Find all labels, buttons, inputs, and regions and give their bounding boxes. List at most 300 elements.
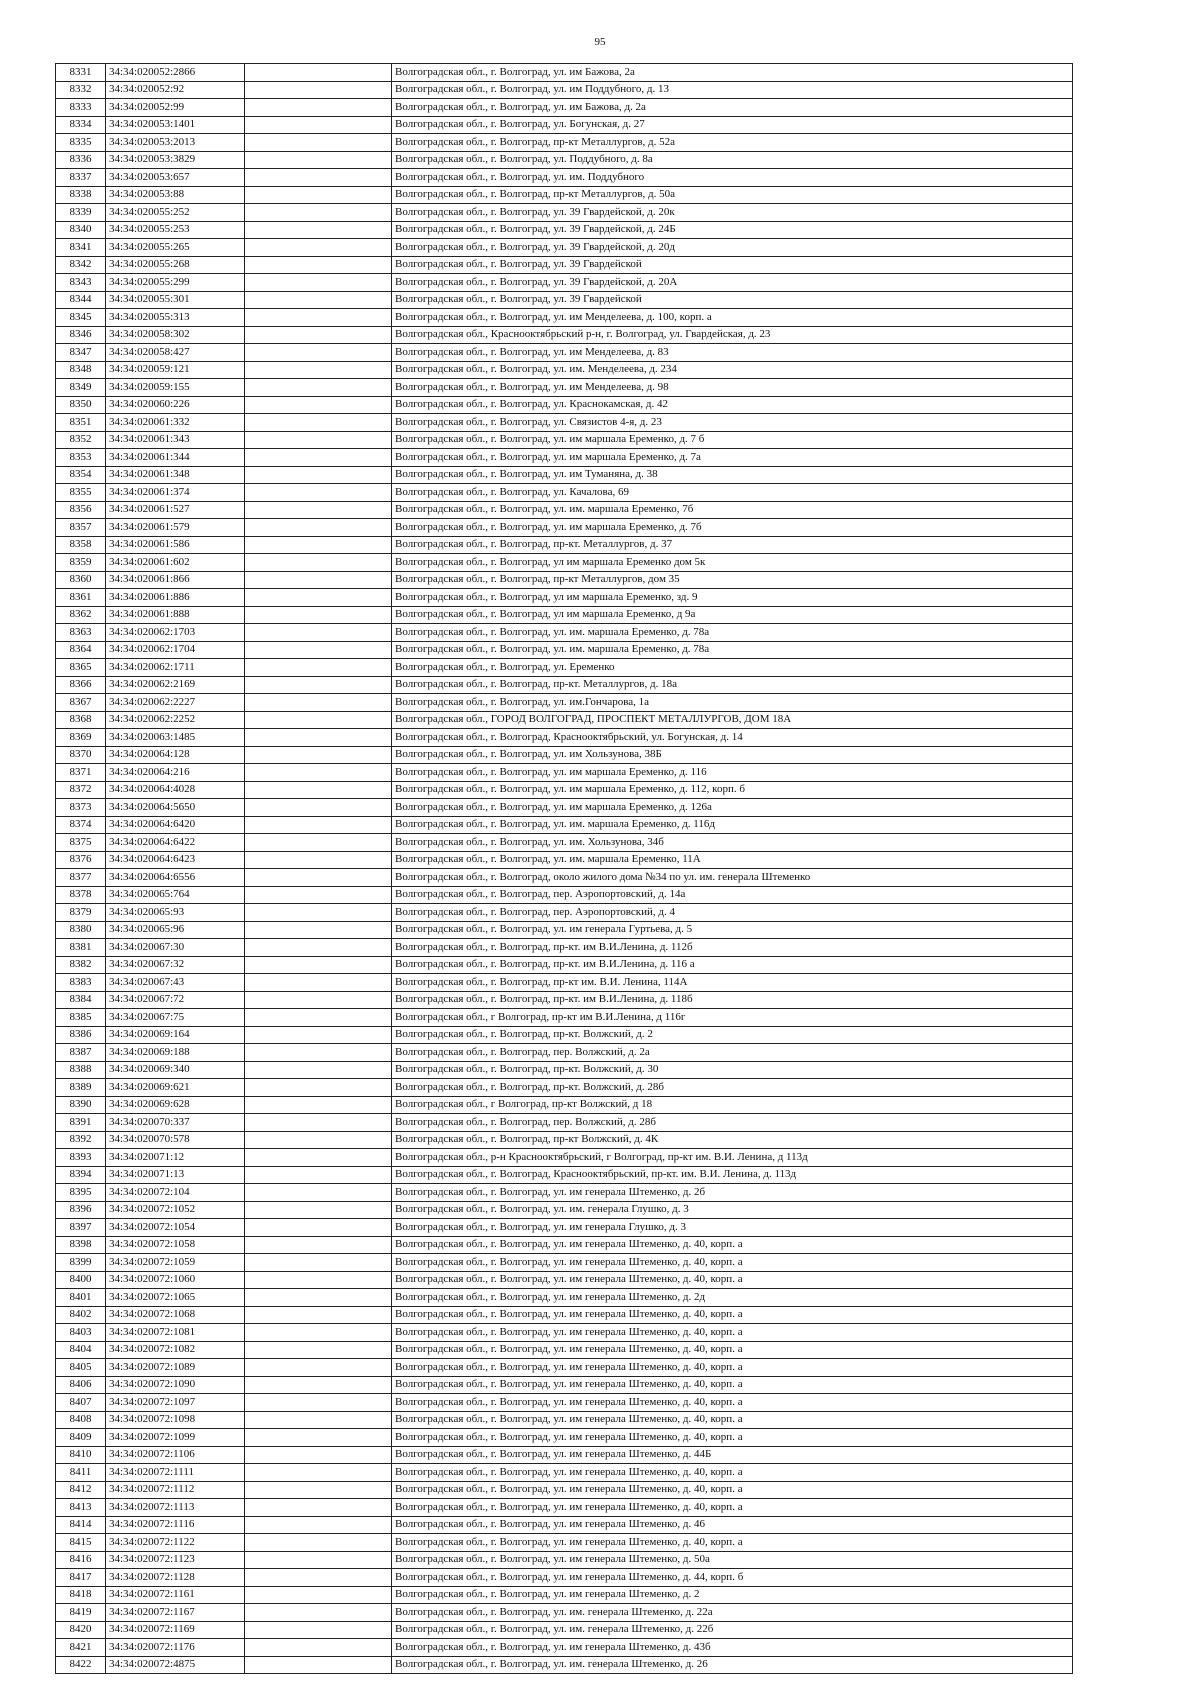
table-row — [56, 1604, 1073, 1622]
cadastral-number-cell: 34:34:020065:764 — [106, 886, 245, 904]
table-row — [56, 449, 1073, 467]
table-row — [56, 1166, 1073, 1184]
empty-cell — [245, 414, 392, 432]
cadastral-number-cell: 34:34:020052:2866 — [106, 64, 245, 82]
empty-cell — [245, 834, 392, 852]
cadastral-number-cell: 34:34:020072:1097 — [106, 1394, 245, 1412]
empty-cell — [245, 309, 392, 327]
cadastral-number-cell: 34:34:020058:427 — [106, 344, 245, 362]
cadastral-number-cell: 34:34:020072:4875 — [106, 1656, 245, 1674]
cadastral-number-cell: 34:34:020055:253 — [106, 221, 245, 239]
empty-cell — [245, 1044, 392, 1062]
empty-cell — [245, 1376, 392, 1394]
cadastral-number-cell: 34:34:020064:5650 — [106, 799, 245, 817]
row-number-cell: 8389 — [56, 1079, 106, 1097]
table-row — [56, 1464, 1073, 1482]
cadastral-number-cell: 34:34:020072:1122 — [106, 1534, 245, 1552]
cadastral-number-cell: 34:34:020062:1703 — [106, 624, 245, 642]
table-row — [56, 1236, 1073, 1254]
empty-cell — [245, 799, 392, 817]
table-row — [56, 1446, 1073, 1464]
table-row — [56, 1324, 1073, 1342]
table-row — [56, 1219, 1073, 1237]
row-number-cell: 8386 — [56, 1026, 106, 1044]
row-number-cell: 8364 — [56, 641, 106, 659]
address-cell: Волгоградская обл., г. Волгоград, ул. им Бажова, д. 2а — [392, 99, 1073, 117]
address-cell: Волгоградская обл., г. Волгоград, пр-кт. им В.И.Ленина, д. 116 а — [392, 956, 1073, 974]
cadastral-number-cell: 34:34:020062:2252 — [106, 711, 245, 729]
empty-cell — [245, 1219, 392, 1237]
table-row — [56, 1481, 1073, 1499]
empty-cell — [245, 851, 392, 869]
empty-cell — [245, 921, 392, 939]
address-cell: Волгоградская обл., г. Волгоград, пр-кт Металлургов, д. 52а — [392, 134, 1073, 152]
cadastral-number-cell: 34:34:020072:1116 — [106, 1516, 245, 1534]
empty-cell — [245, 1464, 392, 1482]
row-number-cell: 8372 — [56, 781, 106, 799]
empty-cell — [245, 869, 392, 887]
cadastral-number-cell: 34:34:020053:1401 — [106, 116, 245, 134]
table-row — [56, 466, 1073, 484]
table-row — [56, 414, 1073, 432]
empty-cell — [245, 624, 392, 642]
row-number-cell: 8388 — [56, 1061, 106, 1079]
cadastral-number-cell: 34:34:020072:1123 — [106, 1551, 245, 1569]
row-number-cell: 8402 — [56, 1306, 106, 1324]
table-row — [56, 886, 1073, 904]
cadastral-number-cell: 34:34:020062:1711 — [106, 659, 245, 677]
address-cell: Волгоградская обл., г. Волгоград, ул. им маршала Еременко, д. 126а — [392, 799, 1073, 817]
empty-cell — [245, 991, 392, 1009]
address-cell: Волгоградская обл., г. Волгоград, ул. им. Хользунова, 34б — [392, 834, 1073, 852]
cadastral-number-cell: 34:34:020072:1099 — [106, 1429, 245, 1447]
cadastral-number-cell: 34:34:020072:1054 — [106, 1219, 245, 1237]
empty-cell — [245, 274, 392, 292]
row-number-cell: 8358 — [56, 536, 106, 554]
cadastral-number-cell: 34:34:020071:12 — [106, 1149, 245, 1167]
row-number-cell: 8344 — [56, 291, 106, 309]
address-cell: Волгоградская обл., г. Волгоград, ул. Связистов 4-я, д. 23 — [392, 414, 1073, 432]
address-cell: Волгоградская обл., г. Волгоград, ул. им генерала Штеменко, д. 44, корп. б — [392, 1569, 1073, 1587]
cadastral-number-cell: 34:34:020062:2169 — [106, 676, 245, 694]
table-row — [56, 1639, 1073, 1657]
row-number-cell: 8397 — [56, 1219, 106, 1237]
address-cell: Волгоградская обл., г. Волгоград, ул. им генерала Штеменко, д. 50а — [392, 1551, 1073, 1569]
cadastral-number-cell: 34:34:020067:72 — [106, 991, 245, 1009]
empty-cell — [245, 571, 392, 589]
table-row — [56, 921, 1073, 939]
address-cell: Волгоградская обл., г. Волгоград, ул. им. маршала Еременко, д. 78а — [392, 641, 1073, 659]
cadastral-number-cell: 34:34:020069:188 — [106, 1044, 245, 1062]
row-number-cell: 8353 — [56, 449, 106, 467]
empty-cell — [245, 904, 392, 922]
address-cell: Волгоградская обл., г. Волгоград, ул. 39 Гвардейской — [392, 256, 1073, 274]
empty-cell — [245, 64, 392, 82]
address-cell: Волгоградская обл., г. Волгоград, ул. им генерала Штеменко, д. 2б — [392, 1184, 1073, 1202]
row-number-cell: 8346 — [56, 326, 106, 344]
empty-cell — [245, 221, 392, 239]
cadastral-number-cell: 34:34:020058:302 — [106, 326, 245, 344]
table-row — [56, 816, 1073, 834]
table-row — [56, 99, 1073, 117]
address-cell: Волгоградская обл., г. Волгоград, ул. им. генерала Штеменко, д. 26 — [392, 1656, 1073, 1674]
row-number-cell: 8396 — [56, 1201, 106, 1219]
row-number-cell: 8418 — [56, 1586, 106, 1604]
empty-cell — [245, 81, 392, 99]
cadastral-number-cell: 34:34:020072:1161 — [106, 1586, 245, 1604]
row-number-cell: 8391 — [56, 1114, 106, 1132]
cadastral-number-cell: 34:34:020072:1068 — [106, 1306, 245, 1324]
empty-cell — [245, 134, 392, 152]
empty-cell — [245, 169, 392, 187]
registry-table-body — [56, 64, 1073, 1674]
table-row — [56, 221, 1073, 239]
address-cell: Волгоградская обл., г. Волгоград, ул. 39 Гвардейской — [392, 291, 1073, 309]
cadastral-number-cell: 34:34:020055:268 — [106, 256, 245, 274]
table-row — [56, 641, 1073, 659]
cadastral-number-cell: 34:34:020061:527 — [106, 501, 245, 519]
address-cell: Волгоградская обл., г. Волгоград, ул им маршала Еременко, д 9а — [392, 606, 1073, 624]
cadastral-number-cell: 34:34:020052:99 — [106, 99, 245, 117]
table-row — [56, 1656, 1073, 1674]
cadastral-number-cell: 34:34:020064:216 — [106, 764, 245, 782]
table-row — [56, 1114, 1073, 1132]
address-cell: Волгоградская обл., г. Волгоград, пр-кт. им В.И.Ленина, д. 112б — [392, 939, 1073, 957]
empty-cell — [245, 484, 392, 502]
row-number-cell: 8404 — [56, 1341, 106, 1359]
cadastral-number-cell: 34:34:020072:1082 — [106, 1341, 245, 1359]
row-number-cell: 8401 — [56, 1289, 106, 1307]
cadastral-number-cell: 34:34:020061:344 — [106, 449, 245, 467]
table-row — [56, 379, 1073, 397]
address-cell: Волгоградская обл., г. Волгоград, пр-кт. Волжский, д. 28б — [392, 1079, 1073, 1097]
cadastral-number-cell: 34:34:020072:1081 — [106, 1324, 245, 1342]
empty-cell — [245, 589, 392, 607]
address-cell: Волгоградская обл., г. Волгоград, ул. 39 Гвардейской, д. 20А — [392, 274, 1073, 292]
empty-cell — [245, 1586, 392, 1604]
table-row — [56, 781, 1073, 799]
empty-cell — [245, 1656, 392, 1674]
empty-cell — [245, 1184, 392, 1202]
row-number-cell: 8331 — [56, 64, 106, 82]
table-row — [56, 431, 1073, 449]
empty-cell — [245, 431, 392, 449]
empty-cell — [245, 1394, 392, 1412]
table-row — [56, 676, 1073, 694]
empty-cell — [245, 729, 392, 747]
empty-cell — [245, 1166, 392, 1184]
row-number-cell: 8336 — [56, 151, 106, 169]
row-number-cell: 8400 — [56, 1271, 106, 1289]
empty-cell — [245, 781, 392, 799]
empty-cell — [245, 151, 392, 169]
address-cell: Волгоградская обл., г. Волгоград, ул. им генерала Штеменко, д. 40, корп. а — [392, 1464, 1073, 1482]
table-row — [56, 1551, 1073, 1569]
row-number-cell: 8411 — [56, 1464, 106, 1482]
table-row — [56, 834, 1073, 852]
cadastral-number-cell: 34:34:020072:1098 — [106, 1411, 245, 1429]
table-row — [56, 1131, 1073, 1149]
address-cell: Волгоградская обл., г. Волгоград, ул им маршала Еременко дом 5к — [392, 554, 1073, 572]
row-number-cell: 8350 — [56, 396, 106, 414]
table-row — [56, 151, 1073, 169]
address-cell: Волгоградская обл., г. Волгоград, ул. им генерала Штеменко, д. 40, корп. а — [392, 1411, 1073, 1429]
address-cell: Волгоградская обл., ГОРОД ВОЛГОГРАД, ПРОСПЕКТ МЕТАЛЛУРГОВ, ДОМ 18А — [392, 711, 1073, 729]
table-row — [56, 1394, 1073, 1412]
table-row — [56, 554, 1073, 572]
table-row — [56, 186, 1073, 204]
table-row — [56, 239, 1073, 257]
cadastral-number-cell: 34:34:020072:1111 — [106, 1464, 245, 1482]
row-number-cell: 8422 — [56, 1656, 106, 1674]
address-cell: Волгоградская обл., г. Волгоград, ул. им генерала Штеменко, д. 40, корп. а — [392, 1254, 1073, 1272]
address-cell: Волгоградская обл., г. Волгоград, ул. им генерала Штеменко, д. 40, корп. а — [392, 1499, 1073, 1517]
cadastral-number-cell: 34:34:020069:164 — [106, 1026, 245, 1044]
row-number-cell: 8343 — [56, 274, 106, 292]
cadastral-number-cell: 34:34:020072:1169 — [106, 1621, 245, 1639]
table-row — [56, 904, 1073, 922]
row-number-cell: 8393 — [56, 1149, 106, 1167]
address-cell: Волгоградская обл., г. Волгоград, ул. им генерала Штеменко, д. 43б — [392, 1639, 1073, 1657]
address-cell: Волгоградская обл., г. Волгоград, ул. им генерала Штеменко, д. 40, корп. а — [392, 1481, 1073, 1499]
empty-cell — [245, 186, 392, 204]
table-row — [56, 134, 1073, 152]
empty-cell — [245, 379, 392, 397]
row-number-cell: 8363 — [56, 624, 106, 642]
table-row — [56, 396, 1073, 414]
row-number-cell: 8395 — [56, 1184, 106, 1202]
cadastral-number-cell: 34:34:020053:2013 — [106, 134, 245, 152]
table-row — [56, 1079, 1073, 1097]
table-row — [56, 939, 1073, 957]
address-cell: Волгоградская обл., г. Волгоград, ул. 39 Гвардейской, д. 20к — [392, 204, 1073, 222]
cadastral-number-cell: 34:34:020064:4028 — [106, 781, 245, 799]
cadastral-number-cell: 34:34:020069:628 — [106, 1096, 245, 1114]
address-cell: Волгоградская обл., г. Волгоград, ул. им генерала Штеменко, д. 2д — [392, 1289, 1073, 1307]
row-number-cell: 8409 — [56, 1429, 106, 1447]
empty-cell — [245, 1236, 392, 1254]
address-cell: Волгоградская обл., г. Волгоград, пр-кт. им В.И.Ленина, д. 118б — [392, 991, 1073, 1009]
address-cell: Волгоградская обл., г. Волгоград, пр-кт Металлургов, дом 35 — [392, 571, 1073, 589]
address-cell: Волгоградская обл., г. Волгоград, ул. им Менделеева, д. 83 — [392, 344, 1073, 362]
cadastral-number-cell: 34:34:020060:226 — [106, 396, 245, 414]
table-row — [56, 711, 1073, 729]
empty-cell — [245, 1079, 392, 1097]
row-number-cell: 8420 — [56, 1621, 106, 1639]
cadastral-number-cell: 34:34:020065:96 — [106, 921, 245, 939]
row-number-cell: 8403 — [56, 1324, 106, 1342]
cadastral-number-cell: 34:34:020055:252 — [106, 204, 245, 222]
row-number-cell: 8373 — [56, 799, 106, 817]
address-cell: Волгоградская обл., г. Волгоград, пр-кт Металлургов, д. 50а — [392, 186, 1073, 204]
row-number-cell: 8384 — [56, 991, 106, 1009]
table-row — [56, 1149, 1073, 1167]
cadastral-number-cell: 34:34:020070:578 — [106, 1131, 245, 1149]
table-row — [56, 851, 1073, 869]
address-cell: Волгоградская обл., г. Волгоград, ул. Качалова, 69 — [392, 484, 1073, 502]
row-number-cell: 8368 — [56, 711, 106, 729]
row-number-cell: 8421 — [56, 1639, 106, 1657]
empty-cell — [245, 1639, 392, 1657]
empty-cell — [245, 1429, 392, 1447]
table-row — [56, 1254, 1073, 1272]
table-row — [56, 1044, 1073, 1062]
empty-cell — [245, 204, 392, 222]
row-number-cell: 8394 — [56, 1166, 106, 1184]
empty-cell — [245, 974, 392, 992]
empty-cell — [245, 1604, 392, 1622]
cadastral-number-cell: 34:34:020072:1052 — [106, 1201, 245, 1219]
row-number-cell: 8335 — [56, 134, 106, 152]
empty-cell — [245, 1411, 392, 1429]
empty-cell — [245, 1096, 392, 1114]
table-row — [56, 729, 1073, 747]
row-number-cell: 8399 — [56, 1254, 106, 1272]
empty-cell — [245, 711, 392, 729]
address-cell: Волгоградская обл., Краснооктябрьский р-н, г. Волгоград, ул. Гвардейская, д. 23 — [392, 326, 1073, 344]
cadastral-number-cell: 34:34:020064:6420 — [106, 816, 245, 834]
address-cell: Волгоградская обл., г. Волгоград, ул. им генерала Штеменко, д. 40, корп. а — [392, 1394, 1073, 1412]
row-number-cell: 8392 — [56, 1131, 106, 1149]
empty-cell — [245, 1061, 392, 1079]
address-cell: Волгоградская обл., г. Волгоград, ул. им Хользунова, 38Б — [392, 746, 1073, 764]
empty-cell — [245, 116, 392, 134]
row-number-cell: 8351 — [56, 414, 106, 432]
empty-cell — [245, 641, 392, 659]
cadastral-number-cell: 34:34:020061:886 — [106, 589, 245, 607]
empty-cell — [245, 466, 392, 484]
address-cell: Волгоградская обл., г. Волгоград, ул. им маршала Еременко, д. 7 б — [392, 431, 1073, 449]
address-cell: Волгоградская обл., г. Волгоград, ул. 39 Гвардейской, д. 20д — [392, 239, 1073, 257]
table-row — [56, 1359, 1073, 1377]
row-number-cell: 8342 — [56, 256, 106, 274]
row-number-cell: 8406 — [56, 1376, 106, 1394]
empty-cell — [245, 764, 392, 782]
cadastral-number-cell: 34:34:020052:92 — [106, 81, 245, 99]
address-cell: Волгоградская обл., г Волгоград, пр-кт Волжский, д 18 — [392, 1096, 1073, 1114]
empty-cell — [245, 554, 392, 572]
empty-cell — [245, 501, 392, 519]
address-cell: Волгоградская обл., г. Волгоград, ул. им генерала Штеменко, д. 40, корп. а — [392, 1359, 1073, 1377]
cadastral-number-cell: 34:34:020061:586 — [106, 536, 245, 554]
cadastral-number-cell: 34:34:020059:121 — [106, 361, 245, 379]
table-row — [56, 1184, 1073, 1202]
row-number-cell: 8334 — [56, 116, 106, 134]
cadastral-number-cell: 34:34:020069:621 — [106, 1079, 245, 1097]
table-row — [56, 204, 1073, 222]
address-cell: Волгоградская обл., г. Волгоград, ул. им генерала Гуртьева, д. 5 — [392, 921, 1073, 939]
table-row — [56, 991, 1073, 1009]
address-cell: Волгоградская обл., г. Волгоград, ул. им Бажова, 2а — [392, 64, 1073, 82]
empty-cell — [245, 816, 392, 834]
cadastral-number-cell: 34:34:020062:1704 — [106, 641, 245, 659]
page-number: 95 — [594, 36, 606, 48]
empty-cell — [245, 344, 392, 362]
table-row — [56, 361, 1073, 379]
empty-cell — [245, 1621, 392, 1639]
empty-cell — [245, 746, 392, 764]
address-cell: Волгоградская обл., г. Волгоград, ул. им генерала Штеменко, д. 40, корп. а — [392, 1236, 1073, 1254]
cadastral-number-cell: 34:34:020072:1059 — [106, 1254, 245, 1272]
cadastral-number-cell: 34:34:020064:6556 — [106, 869, 245, 887]
empty-cell — [245, 1324, 392, 1342]
address-cell: Волгоградская обл., г. Волгоград, ул. им генерала Штеменко, д. 40, корп. а — [392, 1341, 1073, 1359]
empty-cell — [245, 326, 392, 344]
address-cell: Волгоградская обл., г. Волгоград, пр-кт. Металлургов, д. 18а — [392, 676, 1073, 694]
table-row — [56, 1429, 1073, 1447]
row-number-cell: 8369 — [56, 729, 106, 747]
address-cell: Волгоградская обл., г. Волгоград, ул. им маршала Еременко, д. 116 — [392, 764, 1073, 782]
empty-cell — [245, 1114, 392, 1132]
empty-cell — [245, 256, 392, 274]
cadastral-number-cell: 34:34:020061:343 — [106, 431, 245, 449]
address-cell: Волгоградская обл., г Волгоград, пр-кт им В.И.Ленина, д 116г — [392, 1009, 1073, 1027]
row-number-cell: 8408 — [56, 1411, 106, 1429]
cadastral-number-cell: 34:34:020061:888 — [106, 606, 245, 624]
table-row — [56, 956, 1073, 974]
empty-cell — [245, 1271, 392, 1289]
row-number-cell: 8339 — [56, 204, 106, 222]
address-cell: Волгоградская обл., г. Волгоград, ул. им генерала Штеменко, д. 40, корп. а — [392, 1324, 1073, 1342]
empty-cell — [245, 1306, 392, 1324]
cadastral-number-cell: 34:34:020067:30 — [106, 939, 245, 957]
empty-cell — [245, 659, 392, 677]
empty-cell — [245, 449, 392, 467]
address-cell: Волгоградская обл., г. Волгоград, ул. им. маршала Еременко, д. 116д — [392, 816, 1073, 834]
address-cell: Волгоградская обл., г. Волгоград, ул. им маршала Еременко, д. 7а — [392, 449, 1073, 467]
empty-cell — [245, 1009, 392, 1027]
address-cell: Волгоградская обл., г. Волгоград, ул. Еременко — [392, 659, 1073, 677]
cadastral-number-cell: 34:34:020067:75 — [106, 1009, 245, 1027]
address-cell: Волгоградская обл., г. Волгоград, ул. им генерала Штеменко, д. 2 — [392, 1586, 1073, 1604]
cadastral-number-cell: 34:34:020062:2227 — [106, 694, 245, 712]
cadastral-number-cell: 34:34:020072:1106 — [106, 1446, 245, 1464]
registry-table — [55, 63, 1073, 1674]
address-cell: Волгоградская обл., р-н Краснооктябрьский, г Волгоград, пр-кт им. В.И. Ленина, д 113д — [392, 1149, 1073, 1167]
empty-cell — [245, 939, 392, 957]
table-row — [56, 1341, 1073, 1359]
address-cell: Волгоградская обл., г. Волгоград, ул. им Менделеева, д. 100, корп. а — [392, 309, 1073, 327]
cadastral-number-cell: 34:34:020053:3829 — [106, 151, 245, 169]
address-cell: Волгоградская обл., г. Волгоград, пр-кт Волжский, д. 4К — [392, 1131, 1073, 1149]
row-number-cell: 8405 — [56, 1359, 106, 1377]
row-number-cell: 8378 — [56, 886, 106, 904]
table-row — [56, 274, 1073, 292]
row-number-cell: 8347 — [56, 344, 106, 362]
table-row — [56, 694, 1073, 712]
row-number-cell: 8417 — [56, 1569, 106, 1587]
row-number-cell: 8377 — [56, 869, 106, 887]
row-number-cell: 8390 — [56, 1096, 106, 1114]
cadastral-number-cell: 34:34:020072:1060 — [106, 1271, 245, 1289]
cadastral-number-cell: 34:34:020053:657 — [106, 169, 245, 187]
address-cell: Волгоградская обл., г. Волгоград, ул. им. маршала Еременко, 11А — [392, 851, 1073, 869]
table-row — [56, 1586, 1073, 1604]
row-number-cell: 8398 — [56, 1236, 106, 1254]
table-row — [56, 799, 1073, 817]
cadastral-number-cell: 34:34:020072:1090 — [106, 1376, 245, 1394]
cadastral-number-cell: 34:34:020061:332 — [106, 414, 245, 432]
address-cell: Волгоградская обл., г. Волгоград, ул. им генерала Глушко, д. 3 — [392, 1219, 1073, 1237]
table-row — [56, 1026, 1073, 1044]
cadastral-number-cell: 34:34:020063:1485 — [106, 729, 245, 747]
table-row — [56, 344, 1073, 362]
address-cell: Волгоградская обл., г. Волгоград, ул. 39 Гвардейской, д. 24Б — [392, 221, 1073, 239]
table-row — [56, 309, 1073, 327]
address-cell: Волгоградская обл., г. Волгоград, пер. Аэропортовский, д. 14а — [392, 886, 1073, 904]
table-row — [56, 974, 1073, 992]
address-cell: Волгоградская обл., г. Волгоград, ул. им. маршала Еременко, 7б — [392, 501, 1073, 519]
